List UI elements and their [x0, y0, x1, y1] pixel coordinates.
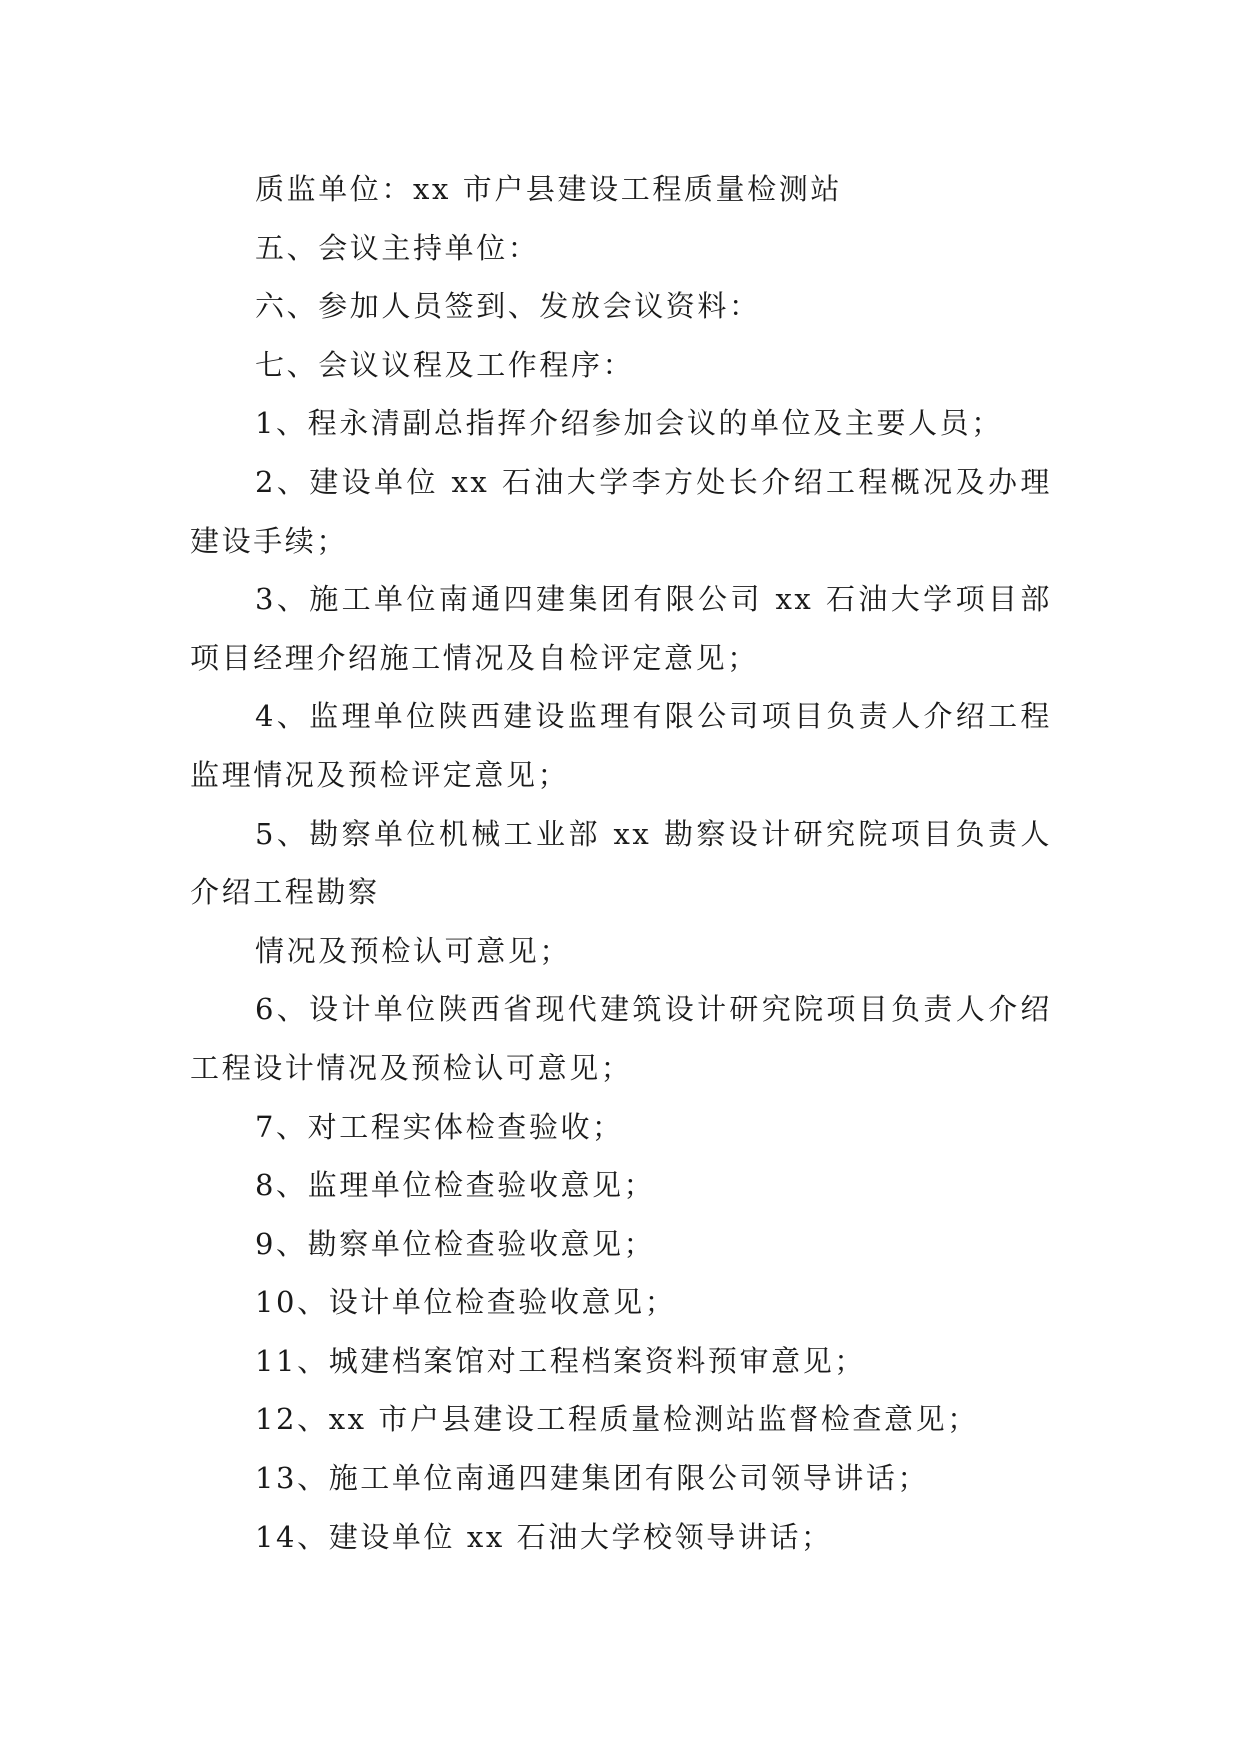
agenda-item: 3、施工单位南通四建集团有限公司 xx 石油大学项目部项目经理介绍施工情况及自检评定意见； — [190, 582, 1052, 675]
section-heading: 六、参加人员签到、发放会议资料： — [255, 289, 761, 324]
agenda-item: 6、设计单位陕西省现代建筑设计研究院项目负责人介绍工程设计情况及预检认可意见； — [190, 992, 1052, 1085]
agenda-item-continuation: 情况及预检认可意见； — [255, 933, 572, 968]
agenda-item: 9、勘察单位检查验收意见； — [255, 1226, 656, 1261]
agenda-item: 10、设计单位检查验收意见； — [255, 1285, 677, 1320]
agenda-item: 11、城建档案馆对工程档案资料预审意见； — [255, 1343, 866, 1378]
agenda-item: 5、勘察单位机械工业部 xx 勘察设计研究院项目负责人介绍工程勘察 — [190, 816, 1052, 910]
agenda-item: 2、建设单位 xx 石油大学李方处长介绍工程概况及办理建设手续； — [190, 464, 1052, 558]
section-heading: 五、会议主持单位： — [255, 230, 540, 265]
section-heading: 七、会议议程及工作程序： — [255, 347, 635, 382]
agenda-item: 7、对工程实体检查验收； — [255, 1109, 624, 1144]
document-body — [190, 160, 1052, 1566]
paragraph: 质监单位：xx 市户县建设工程质量检测站 — [255, 172, 842, 206]
agenda-item: 8、监理单位检查验收意见； — [255, 1168, 656, 1203]
agenda-item: 14、建设单位 xx 石油大学校领导讲话； — [255, 1519, 833, 1554]
agenda-item: 4、监理单位陕西建设监理有限公司项目负责人介绍工程监理情况及预检评定意见； — [190, 699, 1052, 792]
agenda-item: 13、施工单位南通四建集团有限公司领导讲话； — [255, 1461, 930, 1496]
agenda-item: 1、程永清副总指挥介绍参加会议的单位及主要人员； — [255, 406, 1003, 441]
agenda-item: 12、xx 市户县建设工程质量检测站监督检查意见； — [255, 1402, 979, 1437]
